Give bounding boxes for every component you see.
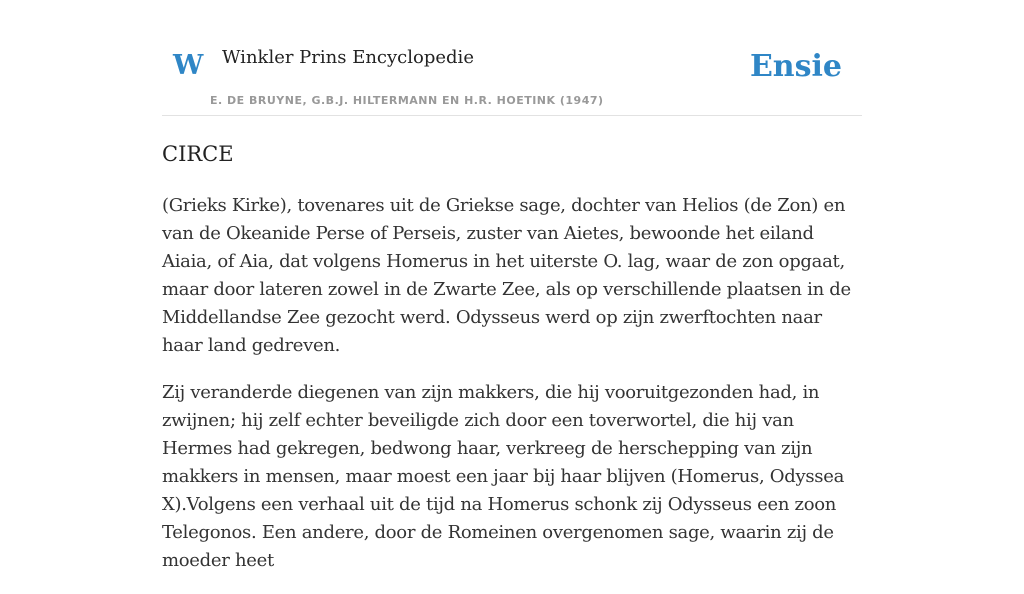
header <box>162 40 862 116</box>
work-title[interactable]: Winkler Prins Encyclopedie <box>222 47 474 68</box>
authors-line: E. DE BRUYNE, G.B.J. HILTERMANN EN H.R. HOETINK (1947) <box>210 94 604 107</box>
article-paragraph: (Grieks Kirke), tovenares uit de Griekse sage, dochter van Helios (de Zon) en van de Okeanide Perse of Perseis, zuster van Aietes, bewoonde het eiland Aiaia, of Aia, dat volgens Homerus in het uiterste O. lag, waar de zon opgaat, maar door lateren zowel in de Zwarte Zee, als op verschillende plaatsen in de Middellandse Zee gezocht werd. Odysseus werd op zijn zwerftochten naar haar land gedreven. <box>162 195 851 356</box>
article-title: CIRCE <box>162 142 234 166</box>
article-body <box>162 192 862 594</box>
ensie-logo[interactable]: Ensie <box>749 49 842 84</box>
article-paragraph: Zij veranderde diegenen van zijn makkers, die hij vooruitgezonden had, in zwijnen; hij zelf echter beveiligde zich door een toverwortel, die hij van Hermes had gekregen, bedwong haar, verkreeg de herschepping van zijn makkers in mensen, maar moest een jaar bij haar blijven (Homerus, Odyssea X).Volgens een verhaal uit de tijd na Homerus schonk zij Odysseus een zoon Telegonos. Een andere, door de Romeinen overgenomen sage, waarin zij de moeder heet <box>162 382 845 571</box>
encyclopedia-logo-icon[interactable]: W <box>173 50 204 81</box>
